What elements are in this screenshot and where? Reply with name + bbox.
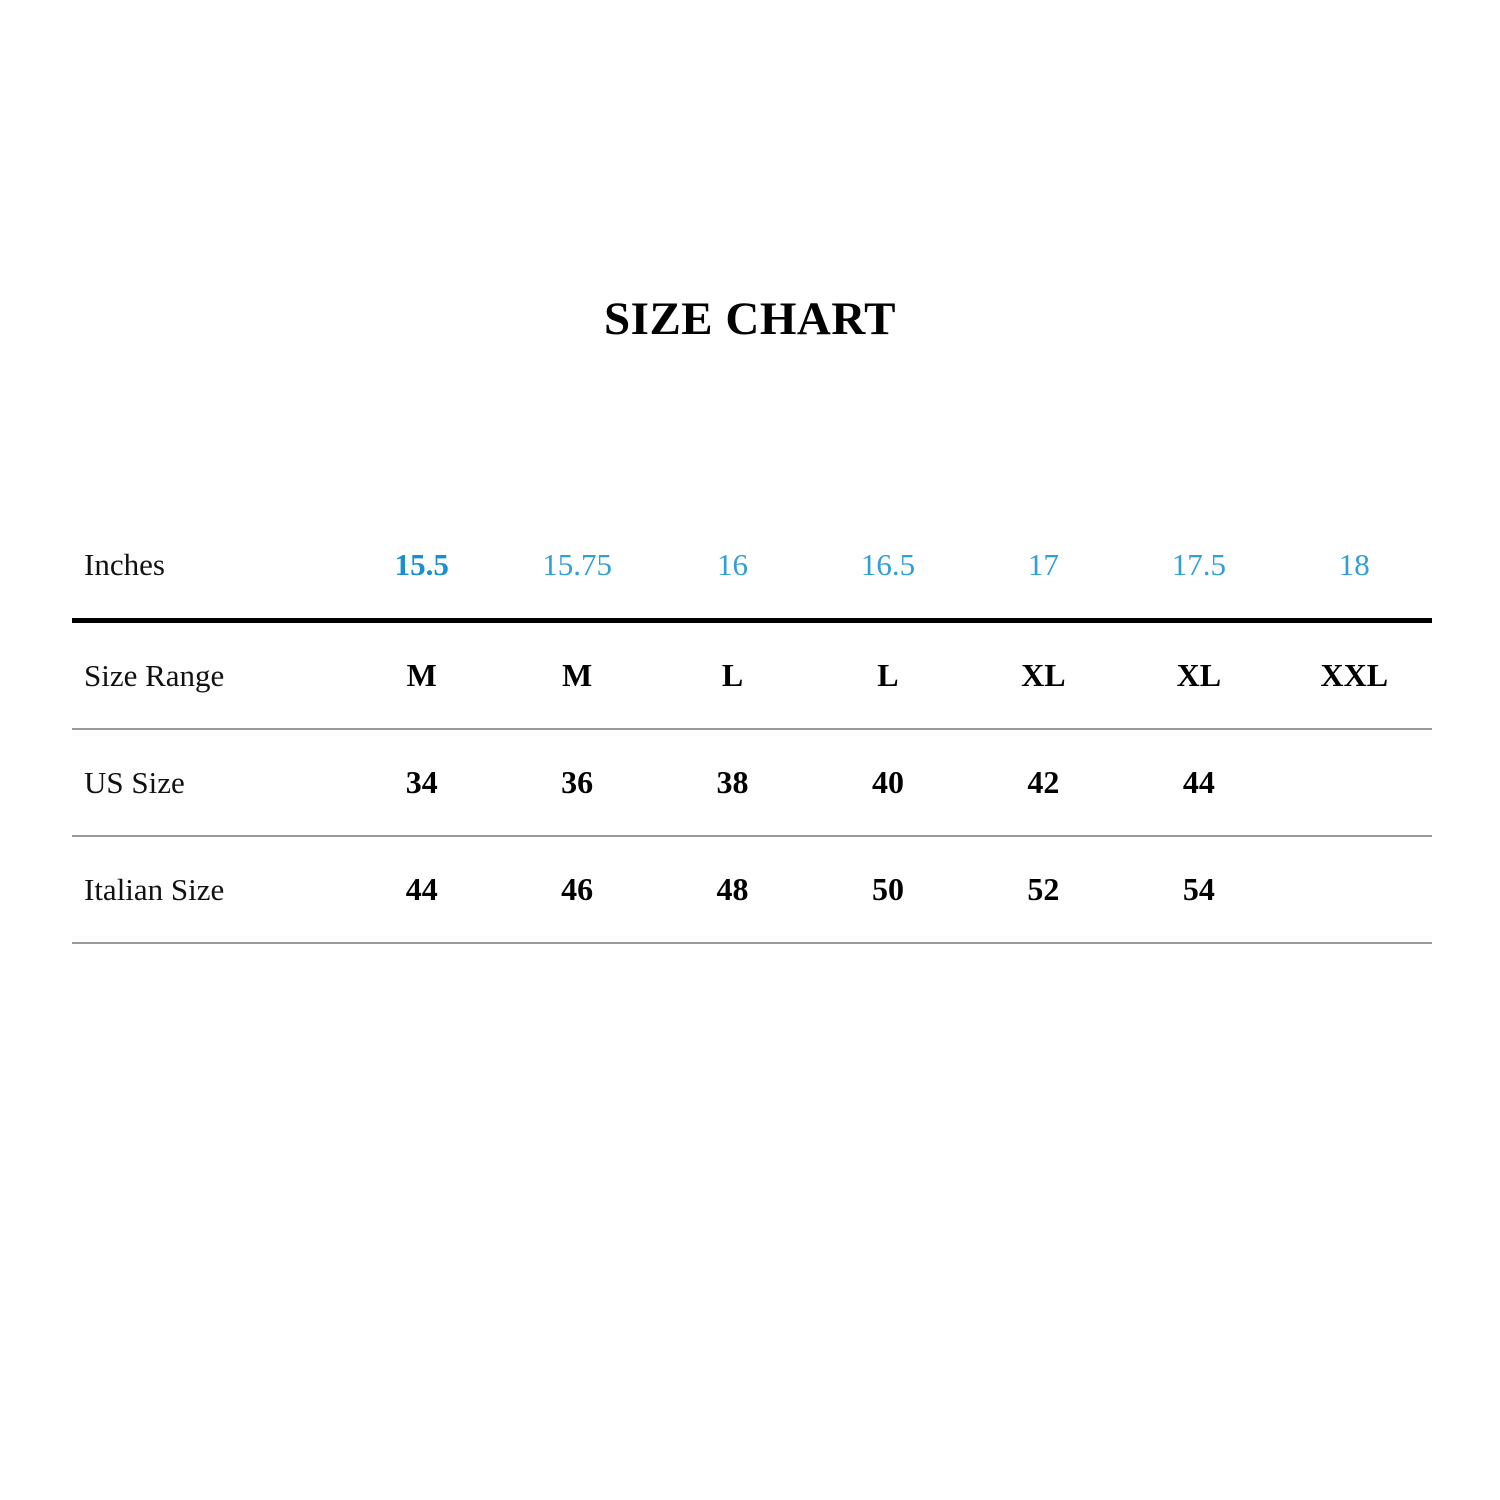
- cell-size-range-6: XL: [1176, 657, 1222, 693]
- cell-us-size-3: 38: [716, 764, 749, 800]
- size-chart-table: [72, 520, 1432, 944]
- table-row-inches: [72, 520, 1432, 618]
- cell-italian-size-4: 50: [871, 871, 904, 907]
- row-header-us-size: US Size: [84, 764, 185, 800]
- divider-thin-3: [72, 942, 1432, 943]
- cell-size-range-7: XXL: [1320, 657, 1389, 693]
- cell-size-range-4: L: [877, 657, 899, 693]
- cell-italian-size-3: 48: [716, 871, 749, 907]
- cell-inches-3: 16: [717, 547, 749, 582]
- cell-italian-size-5: 52: [1027, 871, 1060, 907]
- cell-size-range-2: M: [562, 657, 593, 693]
- cell-italian-size-6: 54: [1182, 871, 1215, 907]
- cell-italian-size-1: 44: [405, 871, 438, 907]
- cell-us-size-4: 40: [871, 764, 904, 800]
- cell-us-size-5: 42: [1027, 764, 1060, 800]
- row-header-inches: Inches: [84, 547, 165, 582]
- cell-italian-size-7: [1277, 836, 1432, 942]
- cell-inches-5: 17: [1027, 547, 1059, 582]
- cell-size-range-5: XL: [1021, 657, 1066, 693]
- size-chart-table-wrapper: [72, 520, 1432, 944]
- cell-inches-6: 17.5: [1171, 547, 1226, 582]
- cell-us-size-1: 34: [405, 764, 438, 800]
- page-title: SIZE CHART: [604, 293, 896, 345]
- cell-us-size-2: 36: [561, 764, 594, 800]
- table-row-italian-size: [72, 836, 1432, 942]
- table-row-us-size: [72, 729, 1432, 835]
- row-header-italian-size: Italian Size: [84, 871, 225, 907]
- cell-inches-2: 15.75: [542, 547, 612, 582]
- row-header-size-range: Size Range: [84, 657, 225, 693]
- cell-size-range-3: L: [721, 657, 744, 693]
- cell-us-size-6: 44: [1182, 764, 1215, 800]
- table-row-size-range: [72, 621, 1432, 729]
- cell-inches-4: 16.5: [860, 547, 916, 582]
- cell-italian-size-2: 46: [561, 871, 594, 907]
- cell-us-size-7: [1277, 729, 1432, 835]
- cell-inches-1: 15.5: [394, 547, 449, 582]
- cell-size-range-1: M: [406, 657, 437, 693]
- cell-inches-7: 18: [1338, 547, 1370, 582]
